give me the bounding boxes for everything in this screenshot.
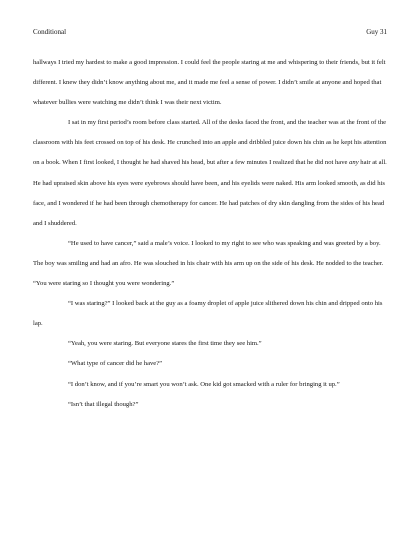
paragraph-text: “He used to have cancer,” said a male’s voice. I looked to my right to see who was speaking and was greeted by a boy. The boy was smiling and had an afro. He was slouched in his chair with his arm up on the side of his desk. He nodded to the teacher. “You were staring so I thought you were wondering.” <box>33 239 384 288</box>
italic-text: any <box>349 159 359 167</box>
paragraph-text: I sat in my first period’s room before class started. All of the desks faced the front, and the teacher was at the front of the classroom with his feet crossed on top of his desk. He crunched into an apple and dribbled juice down his chin as he kept his attention on a book. When I first looked, I thought he had shaved his head, but after a few minutes I realized that he did not have <box>33 119 387 167</box>
body-text <box>33 53 387 415</box>
paragraph <box>33 294 387 334</box>
paragraph <box>33 375 387 395</box>
paragraph-text: “I was staring?” I looked back at the guy as a foamy droplet of apple juice slithered down his chin and dripped onto his lap. <box>33 300 383 328</box>
paragraph-text: “Yeah, you were staring. But everyone stares the first time they see him.” <box>68 340 262 348</box>
paragraph-text: hair at all. He had upraised skin above his eyes were eyebrows should have been, and his eyelids were naked. His arm looked smooth, as did his face, and I wondered if he had been through chemotherapy for cancer. He had patches of dry skin dangling from the sides of his head and I shuddered. <box>33 159 387 227</box>
page-number: Guy 31 <box>366 28 387 36</box>
paragraph-text: hallways I tried my hardest to make a good impression. I could feel the people staring at me and whispering to their friends, but it felt different. I knew they didn’t know anything about me, and it made me feel a sense of power. I didn’t smile at anyone and hoped that whatever bullies were watching me didn’t think I was their next victim. <box>33 59 386 107</box>
paragraph-text: “I don’t know, and if you’re smart you won’t ask. One kid got smacked with a ruler for bringing it up.” <box>68 380 340 388</box>
paragraph <box>33 354 387 374</box>
paragraph <box>33 53 387 113</box>
paragraph <box>33 334 387 354</box>
paragraph <box>33 395 387 415</box>
paragraph <box>33 113 387 234</box>
page-header <box>33 28 387 37</box>
paragraph <box>33 234 387 294</box>
paragraph-text: “What type of cancer did he have?” <box>68 360 163 368</box>
running-title: Conditional <box>33 28 67 36</box>
paragraph-text: “Isn’t that illegal though?” <box>68 400 139 408</box>
